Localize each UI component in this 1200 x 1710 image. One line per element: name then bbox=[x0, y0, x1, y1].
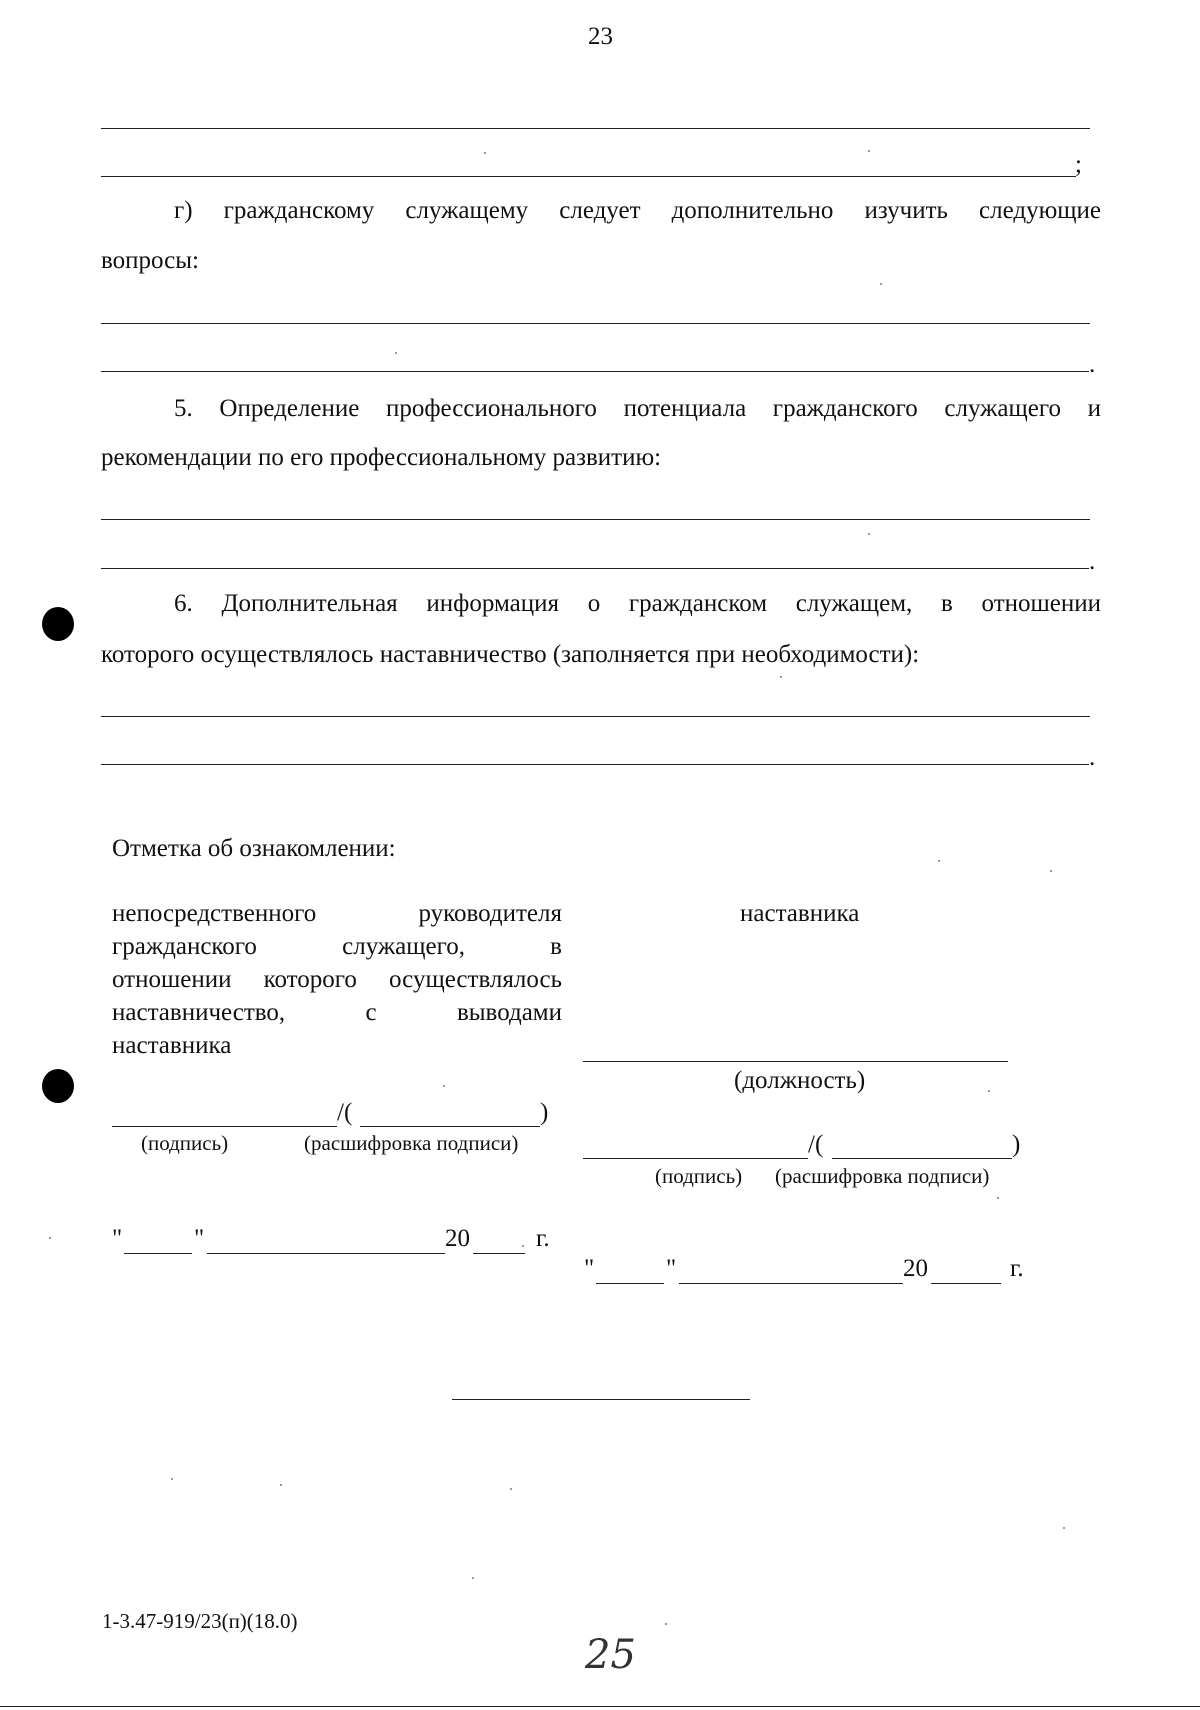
decoding-label: (расшифровка подписи) bbox=[775, 1164, 990, 1188]
line-end-semicolon: ; bbox=[1075, 151, 1082, 178]
scan-speck bbox=[49, 1237, 51, 1239]
scan-speck bbox=[868, 533, 870, 535]
scan-speck bbox=[988, 1090, 990, 1092]
scan-speck bbox=[1050, 870, 1052, 872]
decoding-label: (расшифровка подписи) bbox=[304, 1131, 519, 1155]
section-5-line1: 5. Определение профессионального потенциала гражданского служащего и bbox=[174, 395, 1101, 422]
scan-speck bbox=[997, 1197, 999, 1199]
punch-hole-mark bbox=[42, 1069, 74, 1103]
section-6-line2: которого осуществлялось наставничество (заполняется при необходимости): bbox=[101, 641, 920, 668]
section-6-line1: 6. Дополнительная информация о гражданском служащем, в отношении bbox=[174, 590, 1101, 617]
punch-hole-mark bbox=[42, 607, 74, 641]
position-line bbox=[583, 1061, 1008, 1062]
acknowledgement-title: Отметка об ознакомлении: bbox=[112, 835, 396, 862]
section-g-line2: вопросы: bbox=[101, 247, 199, 274]
decoding-line bbox=[360, 1126, 540, 1127]
scan-speck bbox=[1063, 1527, 1065, 1529]
scan-speck bbox=[868, 150, 870, 152]
scan-speck bbox=[443, 1085, 445, 1087]
section-5-line2: рекомендации по его профессиональному развитию: bbox=[101, 444, 662, 471]
date-year-prefix: 20 bbox=[903, 1255, 928, 1282]
scan-speck bbox=[510, 1488, 512, 1490]
date-quote-open: " bbox=[584, 1255, 595, 1282]
fill-line bbox=[101, 716, 1090, 717]
fill-line bbox=[101, 323, 1090, 324]
slash-paren: /( bbox=[808, 1131, 824, 1158]
supervisor-line: гражданского служащего, в bbox=[112, 933, 562, 960]
date-year-line bbox=[473, 1253, 525, 1254]
supervisor-line: наставничество, с выводами bbox=[112, 999, 562, 1026]
line-end-period: . bbox=[1089, 351, 1096, 378]
slash-paren: /( bbox=[337, 1099, 353, 1126]
line-end-period: . bbox=[1089, 548, 1096, 575]
supervisor-line: наставника bbox=[112, 1032, 232, 1059]
date-day-line bbox=[596, 1283, 664, 1284]
close-paren: ) bbox=[540, 1099, 549, 1126]
scan-speck bbox=[522, 1245, 524, 1247]
supervisor-line: непосредственного руководителя bbox=[112, 900, 562, 927]
scan-speck bbox=[938, 860, 940, 862]
date-year-suffix: г. bbox=[1010, 1255, 1024, 1282]
close-paren: ) bbox=[1012, 1131, 1021, 1158]
page-number: 23 bbox=[588, 23, 613, 50]
date-month-line bbox=[679, 1283, 903, 1284]
signature-line bbox=[112, 1126, 337, 1127]
mentor-title: наставника bbox=[740, 900, 860, 927]
scan-speck bbox=[171, 1478, 173, 1480]
date-quote-open: " bbox=[112, 1225, 123, 1252]
fill-line bbox=[101, 128, 1090, 129]
date-day-line bbox=[124, 1253, 192, 1254]
scan-speck bbox=[484, 152, 486, 154]
scan-speck bbox=[280, 1484, 282, 1486]
handwritten-page-number: 25 bbox=[585, 1632, 636, 1678]
date-quote-close: " bbox=[666, 1255, 677, 1282]
signature-line bbox=[583, 1158, 808, 1159]
date-year-prefix: 20 bbox=[445, 1225, 470, 1252]
position-label: (должность) bbox=[734, 1067, 866, 1094]
line-end-period: . bbox=[1089, 744, 1096, 771]
section-g-line1: г) гражданскому служащему следует дополнительно изучить следующие bbox=[174, 197, 1101, 224]
scan-speck bbox=[880, 283, 882, 285]
signature-label: (подпись) bbox=[141, 1131, 229, 1155]
scan-speck bbox=[665, 1623, 667, 1625]
fill-line bbox=[101, 371, 1089, 372]
date-month-line bbox=[207, 1253, 445, 1254]
document-code: 1-3.47-919/23(п)(18.0) bbox=[102, 1609, 298, 1633]
scan-speck bbox=[472, 1577, 474, 1579]
fill-line bbox=[101, 176, 1076, 177]
fill-line bbox=[101, 568, 1089, 569]
signature-label: (подпись) bbox=[655, 1164, 743, 1188]
date-year-suffix: г. bbox=[536, 1225, 550, 1252]
fill-line bbox=[101, 519, 1090, 520]
bottom-edge-line bbox=[0, 1706, 1200, 1707]
fill-line bbox=[101, 764, 1089, 765]
scan-speck bbox=[395, 352, 397, 354]
decoding-line bbox=[832, 1158, 1012, 1159]
date-year-line bbox=[931, 1283, 1001, 1284]
date-quote-close: " bbox=[194, 1225, 205, 1252]
supervisor-line: отношении которого осуществлялось bbox=[112, 966, 562, 993]
end-separator-line bbox=[452, 1399, 750, 1400]
scan-speck bbox=[780, 676, 782, 678]
